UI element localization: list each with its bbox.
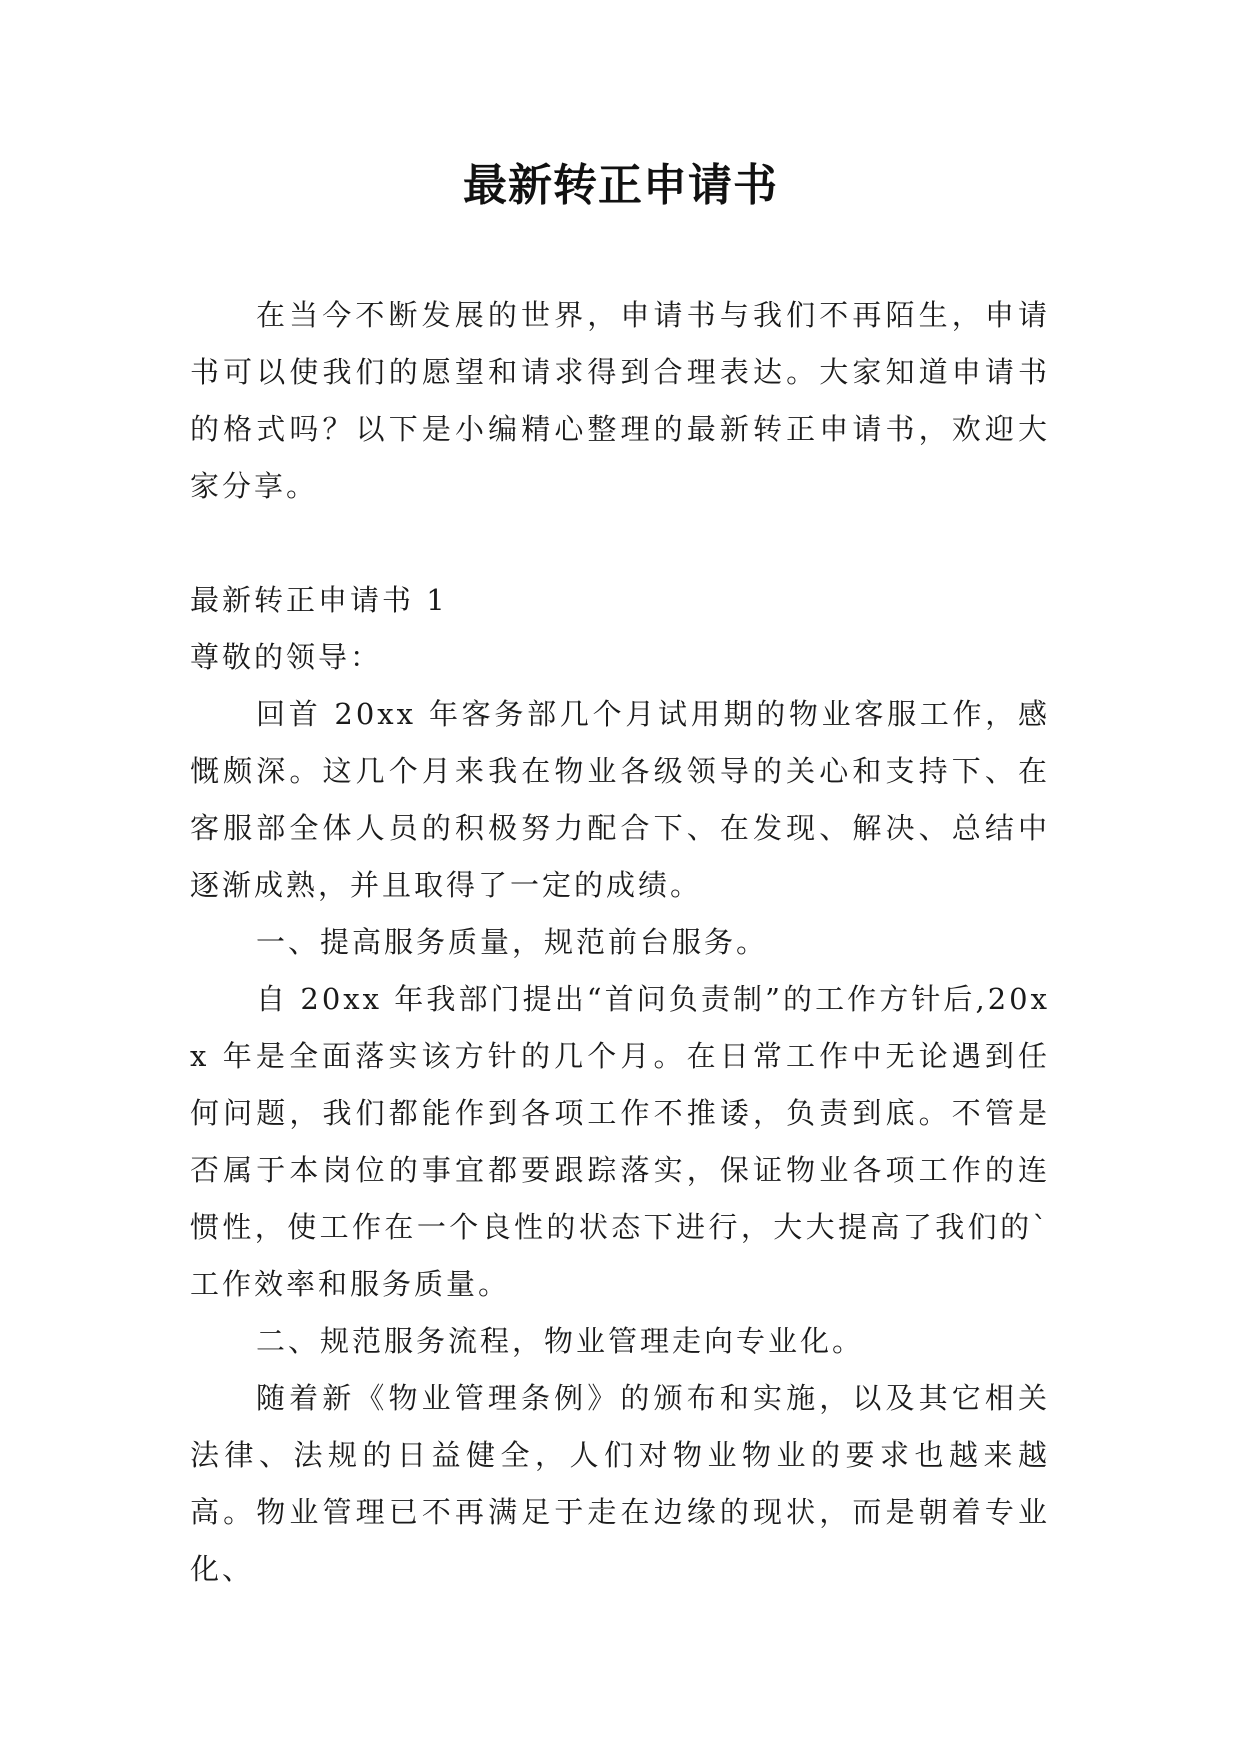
section-heading: 最新转正申请书 1 — [190, 583, 448, 617]
body-paragraph: 回首 20xx 年客务部几个月试用期的物业客服工作，感慨颇深。这几个月来我在物业各级领导的关心和支持下、在客服部全体人员的积极努力配合下、在发现、解决、总结中逐渐成熟，并且取得了一定的成绩。 — [190, 697, 1050, 902]
body-paragraph: 自 20xx 年我部门提出“首问负责制”的工作方针后,20xx 年是全面落实该方针的几个月。在日常工作中无论遇到任何问题，我们都能作到各项工作不推诿，负责到底。不管是否属于本岗位的事宜都要跟踪落实，保证物业各项工作的连惯性，使工作在一个良性的状态下进行，大大提高了我们的`工作效率和服务质量。 — [190, 982, 1050, 1301]
subheading: 一、提高服务质量，规范前台服务。 — [256, 925, 769, 959]
document-title: 最新转正申请书 — [463, 160, 778, 211]
intro-paragraph: 在当今不断发展的世界，申请书与我们不再陌生，申请书可以使我们的愿望和请求得到合理表达。大家知道申请书的格式吗？以下是小编精心整理的最新转正申请书，欢迎大家分享。 — [190, 298, 1050, 503]
body-paragraph: 随着新《物业管理条例》的颁布和实施，以及其它相关法律、法规的日益健全，人们对物业物业的要求也越来越高。物业管理已不再满足于走在边缘的现状，而是朝着专业化、 — [190, 1381, 1050, 1586]
document-body — [190, 287, 1050, 1598]
subheading: 二、规范服务流程，物业管理走向专业化。 — [256, 1324, 865, 1358]
salutation: 尊敬的领导： — [190, 640, 383, 674]
paragraph-spacer — [190, 515, 1050, 572]
